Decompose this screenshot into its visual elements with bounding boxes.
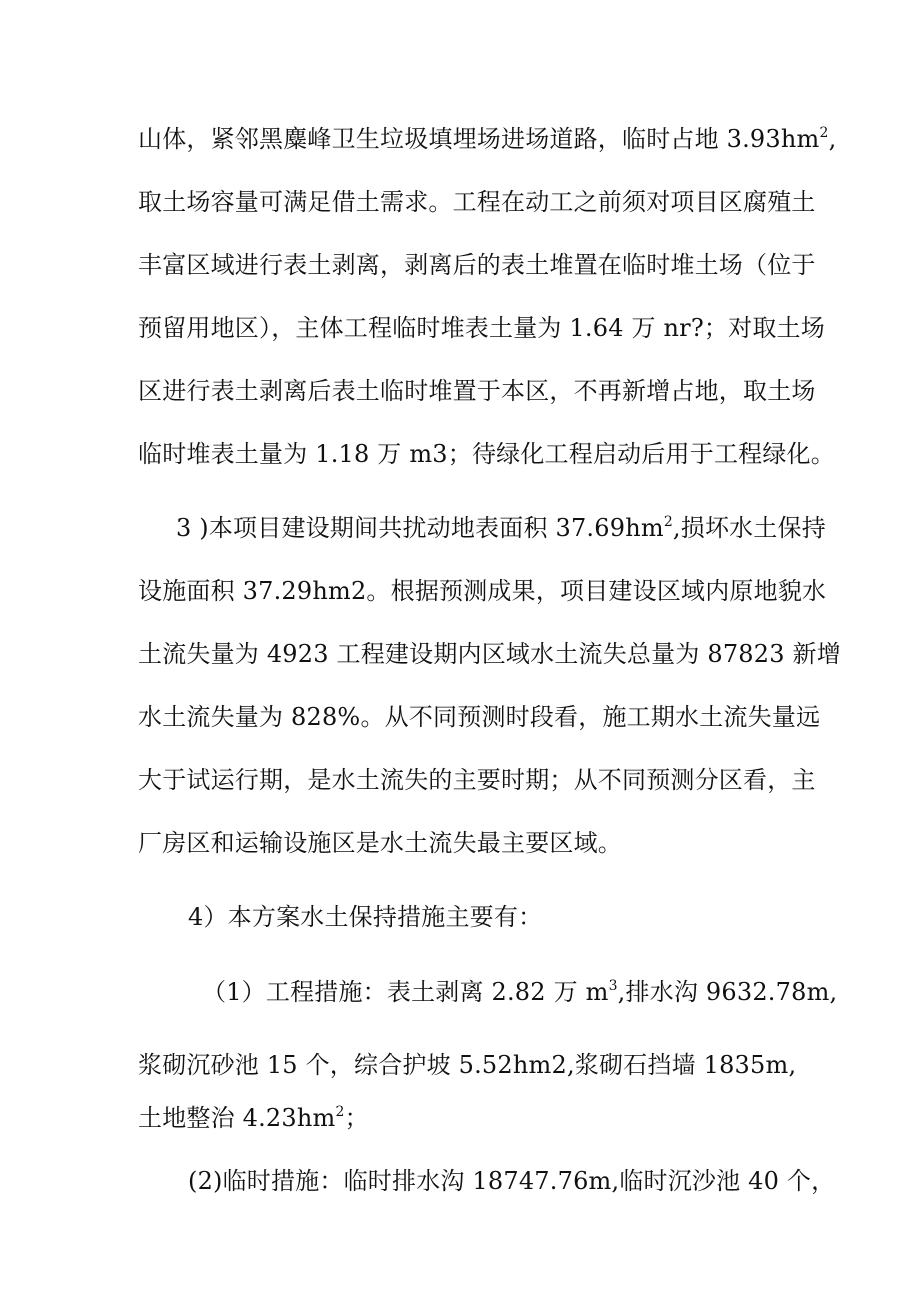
list-heading: 4）本方案水土保持措施主要有：	[188, 903, 543, 931]
paragraph-line: 取土场容量可满足借土需求。工程在动工之前须对项目区腐殖土	[138, 188, 816, 216]
paragraph-line: 临时堆表土量为 1.18 万 m3；待绿化工程启动后用于工程绿化。	[138, 440, 835, 468]
line-text: （1）工程措施：表土剥离 2.82 万 m	[202, 978, 609, 1006]
paragraph-line	[176, 513, 826, 543]
paragraph-line	[138, 1103, 369, 1133]
paragraph-line: 区进行表土剥离后表土临时堆置于本区，不再新增占地，取土场	[138, 377, 816, 405]
paragraph-line: 厂房区和运输设施区是水土流失最主要区域。	[138, 829, 622, 857]
list-item	[202, 977, 837, 1007]
line-text: 3 )本项目建设期间共扰动地表面积 37.69hm	[176, 514, 664, 542]
superscript: 2	[663, 514, 673, 530]
paragraph-line: 浆砌沉砂池 15 个，综合护坡 5.52hm2,浆砌石挡墙 1835m,	[138, 1051, 797, 1079]
line-text: ；	[344, 1104, 369, 1132]
line-text: 山体，紧邻黑麋峰卫生垃圾填埋场进场道路，临时占地 3.93hm	[138, 125, 820, 153]
superscript: 2	[335, 1104, 345, 1120]
paragraph-line: 丰富区域进行表土剥离，剥离后的表土堆置在临时堆土场（位于	[138, 251, 816, 279]
paragraph-line	[138, 124, 836, 154]
paragraph-line: 水土流失量为 828%。从不同预测时段看，施工期水土流失量远	[138, 703, 821, 731]
line-text: 土地整治 4.23hm	[138, 1104, 336, 1132]
superscript: 3	[608, 978, 618, 994]
line-text: ,排水沟 9632.78m,	[617, 978, 838, 1006]
paragraph-line: 设施面积 37.29hm2。根据预测成果，项目建设区域内原地貌水	[138, 577, 827, 605]
line-text: ,	[828, 125, 837, 153]
paragraph-line: 土流失量为 4923 工程建设期内区域水土流失总量为 87823 新增	[138, 640, 841, 668]
paragraph-line: 预留用地区），主体工程临时堆表土量为 1.64 万 nr?；对取土场	[138, 314, 825, 342]
superscript: 2	[819, 125, 829, 141]
paragraph-line: 大于试运行期，是水土流失的主要时期；从不同预测分区看，主	[138, 766, 816, 794]
list-item: (2)临时措施：临时排水沟 18747.76m,临时沉沙池 40 个，	[188, 1167, 836, 1195]
line-text: ,损坏水土保持	[672, 514, 826, 542]
